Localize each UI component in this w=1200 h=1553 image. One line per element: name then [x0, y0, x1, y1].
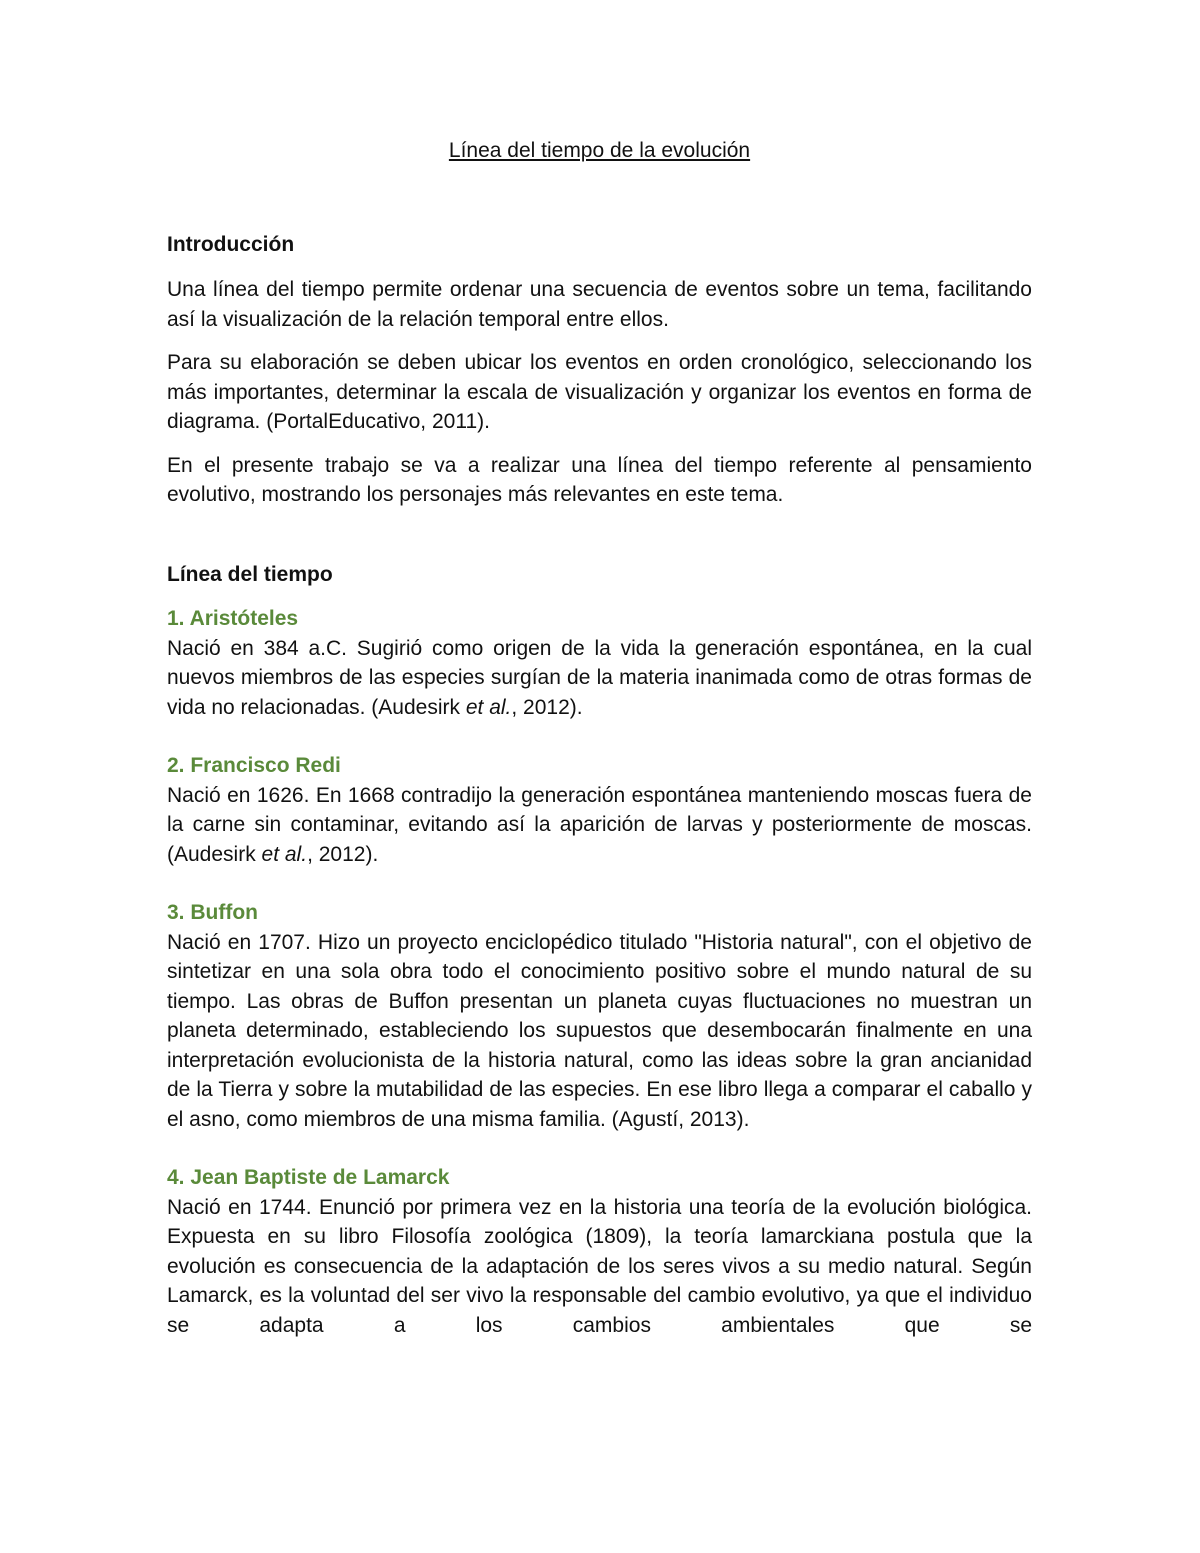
timeline-heading: Línea del tiempo	[167, 562, 333, 586]
introduction-heading: Introducción	[167, 232, 295, 256]
entry-citation-italic: et al.	[465, 695, 512, 719]
entry-text-end: , 2012).	[511, 695, 583, 719]
entry-title: 2. Francisco Redi	[167, 754, 341, 777]
entry-citation-italic: et al.	[261, 842, 308, 866]
intro-paragraph: Para su elaboración se deben ubicar los eventos en orden cronológico, seleccionando los más importantes, determinar la escala de visualización y organizar los eventos en forma de diagrama. (PortalEducativo, 2011).	[167, 351, 1032, 433]
entry-text: Nació en 1707. Hizo un proyecto enciclopédico titulado "Historia natural", con el objetivo de sintetizar en una sola obra todo el conocimiento positivo sobre el mundo natural de su tiempo. Las obras de Buffon presentan un planeta cuyas fluctuaciones no muestran un planeta determinado, estableciendo los supuestos que desembocarán finalmente en una interpretación evolucionista de la historia natural, como las ideas sobre la gran ancianidad de la Tierra y sobre la mutabilidad de las especies. En ese libro llega a comparar el caballo y el asno, como miembros de una misma familia. (Agustí, 2013).	[167, 930, 1032, 1131]
timeline-entry	[167, 604, 1032, 722]
intro-paragraph: Una línea del tiempo permite ordenar una secuencia de eventos sobre un tema, facilitando así la visualización de la relación temporal entre ellos.	[167, 278, 1032, 331]
timeline-entry	[167, 751, 1032, 869]
entry-text	[167, 781, 1032, 870]
entry-text	[167, 634, 1032, 723]
timeline-entry	[167, 898, 1032, 1134]
entry-title: 3. Buffon	[167, 901, 258, 924]
document-page	[167, 136, 1032, 1340]
intro-paragraph: En el presente trabajo se va a realizar una línea del tiempo referente al pensamiento evolutivo, mostrando los personajes más relevantes en este tema.	[167, 453, 1032, 506]
timeline-entry	[167, 1163, 1032, 1340]
entry-text-end: , 2012).	[307, 842, 379, 866]
entry-title: 1. Aristóteles	[167, 607, 299, 630]
entry-title: 4. Jean Baptiste de Lamarck	[167, 1166, 450, 1189]
entry-text-main: Nació en 384 a.C. Sugirió como origen de la vida la generación espontánea, en la cual nuevos miembros de las especies surgían de la materia inanimada como de otras formas de vida no relacionadas. (Audesirk	[167, 636, 1032, 719]
document-title: Línea del tiempo de la evolución	[448, 139, 751, 162]
entry-text-main: Nació en 1626. En 1668 contradijo la generación espontánea manteniendo moscas fuera de la carne sin contaminar, evitando así la aparición de larvas y posteriormente de moscas. (Audesirk	[167, 783, 1032, 866]
entry-text: Nació en 1744. Enunció por primera vez en la historia una teoría de la evolución biológica. Expuesta en su libro Filosofía zoológica (1809), la teoría lamarckiana postula que la evolución es consecuencia de la adaptación de los seres vivos a su medio natural. Según Lamarck, es la voluntad del ser vivo la responsable del cambio evolutivo, ya que el individuo se adapta a los cambios ambientales que se	[167, 1195, 1032, 1337]
